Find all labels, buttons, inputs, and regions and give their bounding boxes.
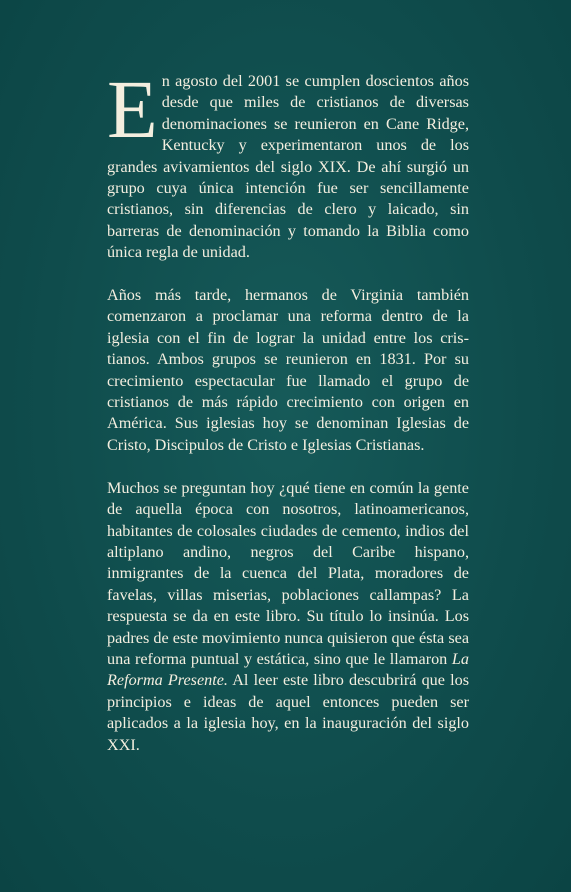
paragraph-2-text: Años más tarde, hermanos de Virginia también comenzaron a proclamar una reforma dentro de la iglesia con el fin de lograr la unidad entre los cristianos. Ambos grupos se reunieron en 1831. Por su crecimiento espectacular fue llamado el grupo de cristianos de más rápido crecimiento con origen en América. Sus iglesias hoy se denominan Iglesias de Cristo, Discipulos de Cristo e Iglesias Cristianas. — [107, 286, 469, 454]
book-title-italic: La Reforma Presente. — [107, 649, 469, 690]
paragraph-1 — [107, 63, 469, 264]
cover-text-block — [107, 63, 470, 777]
paragraph-2 — [107, 285, 469, 456]
paragraph-1-text: n agosto del 2001 se cumplen doscientos años desde que miles de cristianos de diversas denominaciones se reunieron en Cane Ridge, Kentucky y experimentaron unos de los grandes avivamientos del siglo XIX. De ahí surgió un grupo cuya única intención fue ser sencillamente cristianos, sin diferencias de clero y laicado, sin barreras de denominación y tomando la Biblia como única regla de unidad. — [107, 72, 469, 262]
paragraph-3 — [107, 478, 469, 756]
paragraph-3-text-before: Muchos se preguntan hoy ¿qué tiene en común la gente de aquella época con nosotros, latinoamericanos, habitantes de colosales ciudades de cemento, indios del altiplano andino, negros del Caribe hispano, inmigrantes de la cuenca del Plata, moradores de favelas, villas miserias, poblaciones callampas? La respuesta se da en este libro. Su título lo insinúa. Los padres de este movimiento nunca quisieron que ésta sea una reforma puntual y estática, sino que le llamaron — [107, 478, 469, 668]
drop-cap: E — [107, 63, 158, 155]
paragraph-3-text-after: Al leer este libro descubrirá que los principios e ideas de aquel entonces pueden ser aplicados a la iglesia hoy, en la inauguración del siglo XXI. — [107, 671, 470, 754]
